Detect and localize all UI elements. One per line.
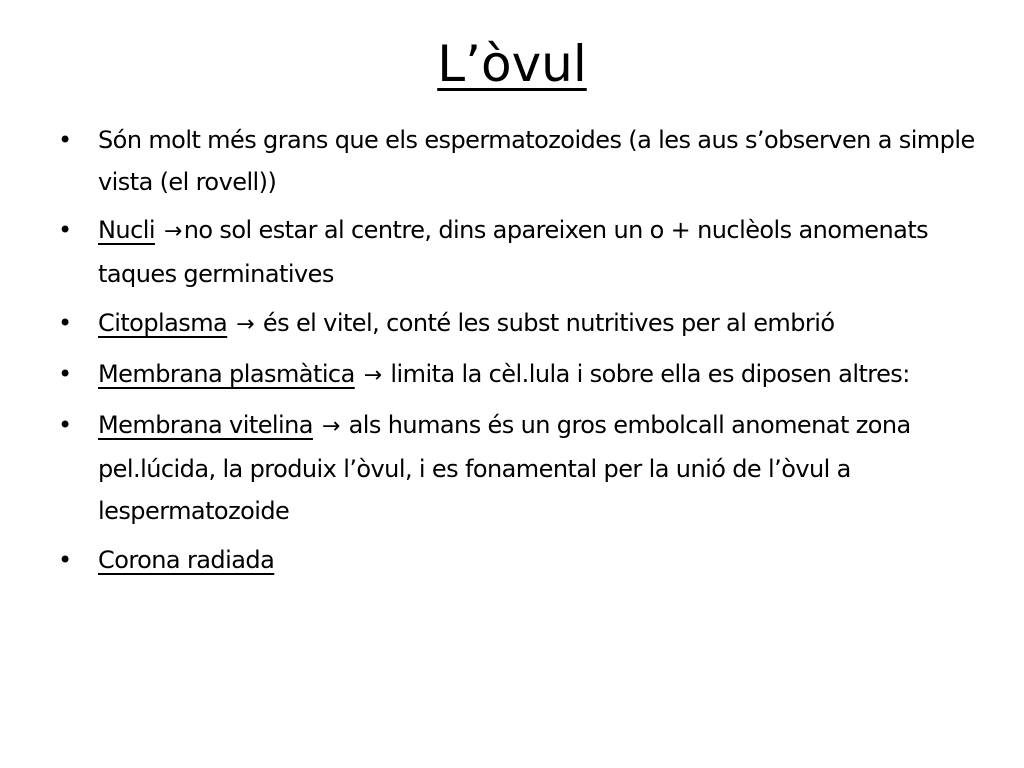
arrow-right-icon: → <box>163 219 182 244</box>
bullet-text: als humans és un gros embolcall anomenat zona pel.lúcida, la produix l’òvul, i es fonamental per la unió de l’òvul a lespermatozoide <box>98 411 911 525</box>
bullet-marker: • <box>58 309 72 337</box>
bullet-item <box>58 353 988 397</box>
arrow-right-icon: → <box>236 312 255 337</box>
slide-title <box>0 28 1024 100</box>
bullet-term: Citoplasma <box>98 309 228 337</box>
arrow-right-icon: → <box>363 363 382 388</box>
slide-title-text: L’òvul <box>437 35 587 93</box>
bullet-marker: • <box>58 216 72 244</box>
bullet-item <box>58 539 988 581</box>
bullet-item <box>58 404 988 532</box>
bullet-text: limita la cèl.lula i sobre ella es diposen altres: <box>390 360 910 388</box>
bullet-list <box>58 119 988 588</box>
bullet-term: Corona radiada <box>98 546 275 574</box>
arrow-right-icon: → <box>321 414 340 439</box>
bullet-item <box>58 119 988 203</box>
bullet-marker: • <box>58 360 72 388</box>
bullet-text: Són molt més grans que els espermatozoides (a les aus s’observen a simple vista (el rovell)) <box>98 126 975 196</box>
bullet-text: és el vitel, conté les subst nutritives per al embrió <box>262 309 835 337</box>
bullet-term: Membrana plasmàtica <box>98 360 355 388</box>
bullet-term: Membrana vitelina <box>98 411 313 439</box>
bullet-marker: • <box>58 126 72 154</box>
bullet-item <box>58 209 988 295</box>
bullet-text: no sol estar al centre, dins apareixen un o + nuclèols anomenats taques germinatives <box>98 216 929 288</box>
bullet-marker: • <box>58 546 72 574</box>
bullet-marker: • <box>58 411 72 439</box>
bullet-item <box>58 302 988 346</box>
bullet-term: Nucli <box>98 216 155 244</box>
